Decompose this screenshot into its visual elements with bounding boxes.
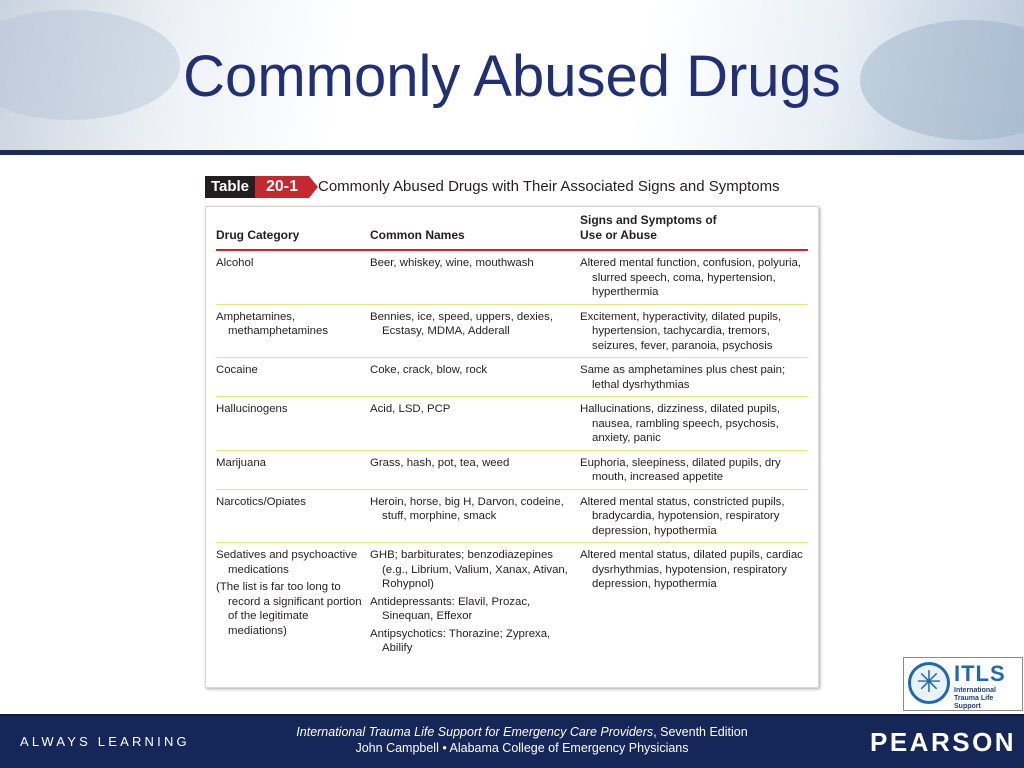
cell-drug-category <box>216 489 370 543</box>
table-row <box>216 450 808 489</box>
cell-drug-category <box>216 358 370 397</box>
cell-drug-category-text: Marijuana <box>216 456 267 469</box>
cell-drug-category-text: Narcotics/Opiates <box>216 495 306 508</box>
cell-common-names <box>370 543 580 660</box>
cell-drug-category <box>216 304 370 358</box>
cell-drug-category <box>216 250 370 304</box>
table-row <box>216 358 808 397</box>
cell-drug-category <box>216 543 370 660</box>
cell-drug-category-text: Amphetamines, methamphetamines <box>216 310 329 337</box>
cell-signs-symptoms <box>580 250 808 304</box>
cell-common-names-text: Acid, LSD, PCP <box>370 403 451 415</box>
slide-title: Commonly Abused Drugs <box>183 44 841 109</box>
star-of-life-icon: ✳ <box>916 666 942 699</box>
footer-authors: John Campbell • Alabama College of Emergency Physicians <box>355 741 689 755</box>
logo-subtitle: International Trauma Life Support <box>954 687 997 710</box>
cell-signs-symptoms-text: Same as amphetamines plus chest pain; lethal dysrhythmias <box>580 364 786 391</box>
cell-common-names <box>370 358 580 397</box>
table-caption <box>205 176 825 198</box>
header-divider <box>0 150 1024 155</box>
cell-signs-symptoms <box>580 450 808 489</box>
cell-common-names <box>370 397 580 451</box>
logo-title: ITLS <box>954 661 1006 686</box>
cell-drug-category-text: Cocaine <box>216 364 258 376</box>
header-signs-line1: Signs and Symptoms of <box>580 213 717 227</box>
cell-drug-category-text: (The list is far too long to record a significant portion of the legitimate mediations) <box>216 581 362 637</box>
cell-signs-symptoms <box>580 543 808 660</box>
table-tag-number: 20-1 <box>255 176 309 198</box>
table-row <box>216 543 808 660</box>
header-common-names: Common Names <box>370 207 580 250</box>
cell-drug-category <box>216 450 370 489</box>
cell-signs-symptoms-text: Hallucinations, dizziness, dilated pupils, nausea, rambling speech, psychosis, anxiety, panic <box>580 403 781 444</box>
cell-common-names <box>370 450 580 489</box>
itls-emblem-icon <box>908 662 950 704</box>
table-row <box>216 250 808 304</box>
cell-signs-symptoms <box>580 358 808 397</box>
cell-common-names-text: GHB; barbiturates; benzodiazepines (e.g., Librium, Valium, Xanax, Ativan, Rohypnol) <box>370 549 568 590</box>
drug-table-card <box>205 206 819 688</box>
cell-common-names <box>370 304 580 358</box>
cell-common-names-text: Heroin, horse, big H, Darvon, codeine, stuff, morphine, smack <box>370 495 564 522</box>
cell-common-names-text: Antipsychotics: Thorazine; Zyprexa, Abilify <box>370 627 551 654</box>
header-signs-line2: Use or Abuse <box>580 228 657 242</box>
cell-drug-category-text: Sedatives and psychoactive medications <box>216 549 358 576</box>
cell-signs-symptoms <box>580 489 808 543</box>
header-signs-symptoms <box>580 207 808 250</box>
cell-signs-symptoms-text: Altered mental function, confusion, polyuria, slurred speech, coma, hypertension, hyperthermia <box>580 257 801 298</box>
footer-book-title: International Trauma Life Support for Emergency Care Providers <box>296 725 654 739</box>
cell-common-names-text: Beer, whiskey, wine, mouthwash <box>370 257 534 269</box>
table-tag-label: Table <box>205 176 255 198</box>
cell-common-names-text: Coke, crack, blow, rock <box>370 364 488 376</box>
cell-signs-symptoms-text: Altered mental status, constricted pupils, bradycardia, hypotension, respiratory depression, hypothermia <box>580 495 785 537</box>
cell-common-names-text: Bennies, ice, speed, uppers, dexies, Ecstasy, MDMA, Adderall <box>370 310 553 337</box>
table-row <box>216 397 808 451</box>
cell-common-names-text: Grass, hash, pot, tea, weed <box>370 456 510 469</box>
footer-edition: , Seventh Edition <box>653 725 748 739</box>
itls-logo <box>903 657 1023 711</box>
cell-drug-category-text: Alcohol <box>216 257 254 269</box>
cell-common-names <box>370 250 580 304</box>
drug-table <box>216 207 808 660</box>
footer-tagline: ALWAYS LEARNING <box>20 734 190 749</box>
cell-drug-category-text: Hallucinogens <box>216 403 288 415</box>
table-row <box>216 489 808 543</box>
table-header-row <box>216 207 808 250</box>
cell-signs-symptoms-text: Excitement, hyperactivity, dilated pupils, hypertension, tachycardia, tremors, seizures, fever, paranoia, psychosis <box>580 310 782 352</box>
table-tag-arrow <box>309 176 318 198</box>
footer-divider <box>0 714 1024 716</box>
table-body <box>216 250 808 660</box>
table-row <box>216 304 808 358</box>
cell-signs-symptoms-text: Altered mental status, dilated pupils, cardiac dysrhythmias, hypotension, respiratory depression, hypothermia <box>580 549 803 590</box>
cell-signs-symptoms-text: Euphoria, sleepiness, dilated pupils, dry mouth, increased appetite <box>580 456 781 483</box>
header-drug-category: Drug Category <box>216 207 370 250</box>
footer-credits <box>232 724 812 756</box>
table-caption-text: Commonly Abused Drugs with Their Associated Signs and Symptoms <box>318 178 780 195</box>
cell-signs-symptoms <box>580 304 808 358</box>
cell-drug-category <box>216 397 370 451</box>
cell-common-names-text: Antidepressants: Elavil, Prozac, Sinequan, Effexor <box>370 595 531 622</box>
cell-signs-symptoms <box>580 397 808 451</box>
publisher-logo: PEARSON <box>870 727 1017 757</box>
cell-common-names <box>370 489 580 543</box>
